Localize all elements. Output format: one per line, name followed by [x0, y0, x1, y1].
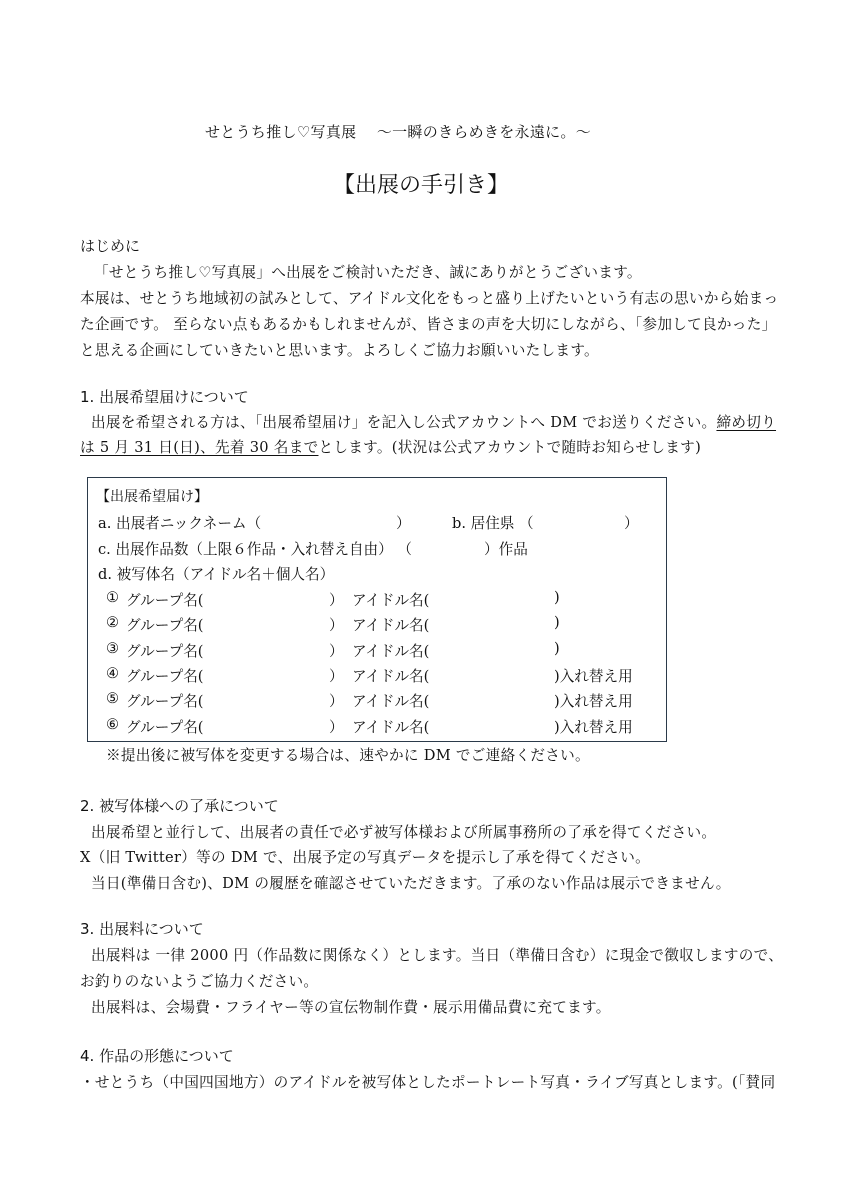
- subject-name-label: d. 被写体名（アイドル名＋個人名）: [98, 566, 335, 583]
- group-name-label: グループ名(: [126, 693, 204, 710]
- section1-line: [91, 411, 776, 432]
- group-name-close: ）: [329, 592, 344, 609]
- deadline-highlight: 締め切り: [716, 414, 777, 431]
- group-name-close: ）: [329, 719, 344, 736]
- idol-name-close: ): [554, 589, 560, 606]
- idol-name-label: アイドル名(: [352, 719, 430, 736]
- section2-line: 当日(準備日含む)、DM の履歴を確認させていただきます。了承のない作品は展示できません。: [91, 875, 731, 892]
- subject-row-number: ①: [106, 589, 120, 606]
- nickname-close: ）: [396, 515, 411, 532]
- subject-row-number: ④: [106, 665, 120, 682]
- residence-label: b. 居住県 （: [452, 515, 534, 532]
- residence-close: ）: [624, 515, 639, 532]
- idol-name-label: アイドル名(: [352, 617, 430, 634]
- idol-name-label: アイドル名(: [352, 693, 430, 710]
- group-name-label: グループ名(: [126, 592, 204, 609]
- section2-heading: 2. 被写体様への了承について: [80, 797, 279, 815]
- idol-name-close: )入れ替え用: [554, 668, 633, 685]
- section1-text: 出展を希望される方は、「出展希望届け」を記入し公式アカウントへ DM でお送りください。: [91, 414, 717, 431]
- form-row-a: [98, 512, 261, 533]
- intro-line: た企画です。 至らない点もあるかもしれませんが、皆さまの声を大切にしながら、「参加して良かった」: [80, 316, 777, 333]
- intro-line: 本展は、せとうち地域初の試みとして、アイドル文化をもっと盛り上げたいという有志の思いから始まっ: [80, 290, 779, 307]
- section2-line: X（旧 Twitter）等の DM で、出展予定の写真データを提示し了承を得てください。: [80, 849, 650, 866]
- group-name-label: グループ名(: [126, 719, 204, 736]
- section3-line: 出展料は、会場費・フライヤー等の宣伝物制作費・展示用備品費に充てます。: [91, 999, 611, 1016]
- section3-line: 出展料は 一律 2000 円（作品数に関係なく）とします。当日（準備日含む）に現金で徴収しますので、: [91, 947, 784, 964]
- group-name-label: グループ名(: [126, 643, 204, 660]
- document-subtitle: せとうち推し♡写真展 〜一瞬のきらめきを永遠に。〜: [205, 123, 592, 141]
- group-name-label: グループ名(: [126, 668, 204, 685]
- section3-line: お釣りのないようご協力ください。: [80, 973, 319, 990]
- idol-name-label: アイドル名(: [352, 592, 430, 609]
- nickname-label: a. 出展者ニックネーム（: [98, 515, 262, 532]
- group-name-label: グループ名(: [126, 617, 204, 634]
- subject-row-number: ③: [106, 640, 120, 657]
- subject-row-number: ⑤: [106, 690, 120, 707]
- subject-row-number: ②: [106, 614, 120, 631]
- section1-heading: 1. 出展希望届けについて: [80, 388, 249, 406]
- section4-heading: 4. 作品の形態について: [80, 1047, 234, 1065]
- works-count-close: ）作品: [484, 541, 528, 558]
- section1-line: [80, 436, 701, 457]
- document-title: 【出展の手引き】: [333, 173, 510, 198]
- intro-line: と思える企画にしていきたいと思います。よろしくご協力お願いいたします。: [80, 342, 599, 359]
- idol-name-close: ): [554, 614, 560, 631]
- idol-name-label: アイドル名(: [352, 643, 430, 660]
- intro-heading: はじめに: [80, 237, 141, 255]
- idol-name-close: )入れ替え用: [554, 693, 633, 710]
- form-title: 【出展希望届け】: [96, 489, 208, 505]
- section2-line: 出展希望と並行して、出展者の責任で必ず被写体様および所属事務所の了承を得てください。: [91, 824, 717, 841]
- group-name-close: ）: [329, 693, 344, 710]
- idol-name-label: アイドル名(: [352, 668, 430, 685]
- section4-line: ・せとうち（中国四国地方）のアイドルを被写体としたポートレート写真・ライブ写真とします。(「賛同: [80, 1074, 776, 1091]
- form-note: ※提出後に被写体を変更する場合は、速やかに DM でご連絡ください。: [106, 747, 590, 764]
- section3-heading: 3. 出展料について: [80, 920, 204, 938]
- deadline-highlight: は 5 月 31 日(日)、先着 30 名まで: [80, 439, 319, 456]
- works-count-label: c. 出展作品数（上限６作品・入れ替え自由） （: [98, 541, 412, 558]
- section1-text: とします。(状況は公式アカウントで随時お知らせします): [318, 439, 702, 456]
- intro-line: 「せとうち推し♡写真展」へ出展をご検討いただき、誠にありがとうございます。: [94, 264, 642, 281]
- idol-name-close: ): [554, 640, 560, 657]
- group-name-close: ）: [329, 617, 344, 634]
- group-name-close: ）: [329, 643, 344, 660]
- idol-name-close: )入れ替え用: [554, 719, 633, 736]
- group-name-close: ）: [329, 668, 344, 685]
- subject-row-number: ⑥: [106, 716, 120, 733]
